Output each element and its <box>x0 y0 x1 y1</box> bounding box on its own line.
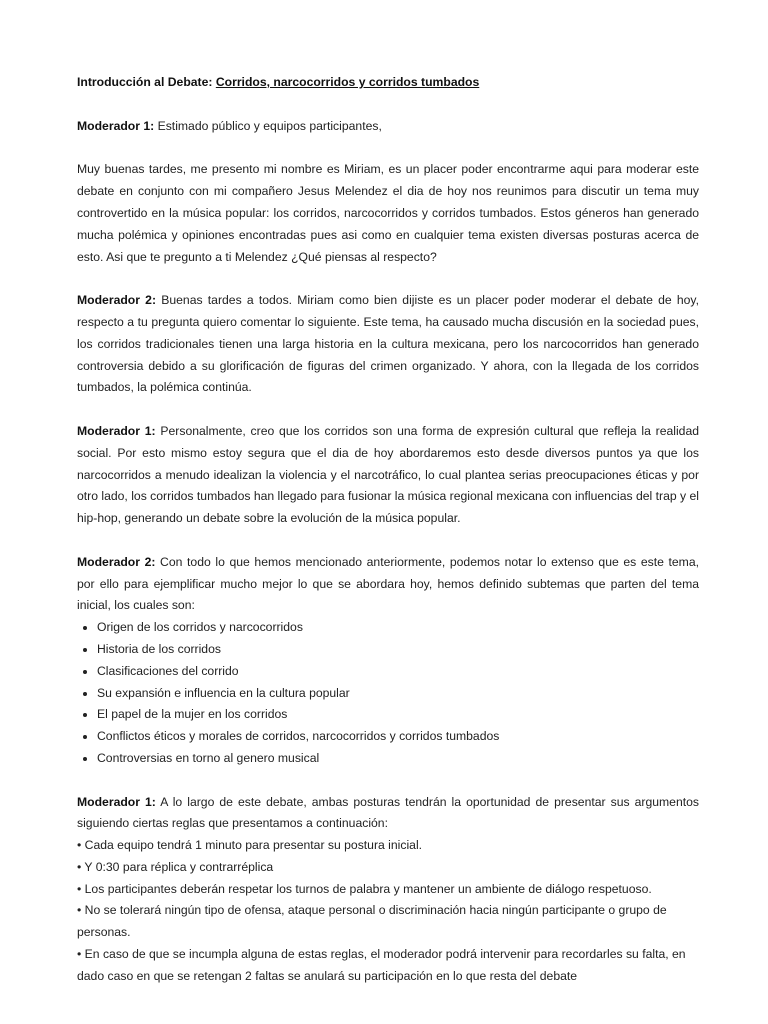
spacer <box>77 399 699 421</box>
list-item: • Historia de los corridos <box>97 639 699 661</box>
title-topic: Corridos, narcocorridos y corridos tumbados <box>215 75 480 89</box>
speech-text: Estimado público y equipos participantes, <box>154 118 382 133</box>
spacer <box>77 138 699 160</box>
intro-paragraph: Muy buenas tardes, me presento mi nombre es Miriam, es un placer poder encontrarme aqui para moderar este debate en conjunto con mi compañero Jesus Melendez el dia de hoy nos reunimos para discutir un tema muy controvertido en la música popular: los corridos, narcocorridos y corridos tumbados. Estos géneros han generado mucha polémica y opiniones encontradas pues asi como en cualquier tema existen diversas posturas acerca de esto. Asi que te pregunto a ti Melendez ¿Qué piensas al respecto? <box>77 162 699 264</box>
rule-item: • Los participantes deberán respetar los turnos de palabra y mantener un ambiente de diálogo respetuoso. <box>77 881 652 896</box>
list-item: • Origen de los corridos y narcocorridos <box>97 617 699 639</box>
list-item: • Clasificaciones del corrido <box>97 661 699 683</box>
speech-text: Personalmente, creo que los corridos son una forma de expresión cultural que refleja la realidad social. Por esto mismo estoy segura que el dia de hoy abordaremos esto desde diversos puntos ya que los narcocorridos a menudo idealizan la violencia y el narcotráfico, lo cual plantea serias preocupaciones éticas y por otro lado, los corridos tumbados han llegado para fusionar la música regional mexicana con influencias del trap y el hip-hop, generando un debate sobre la evolución de la música popular. <box>77 423 699 526</box>
moderator-1-rules-intro <box>77 792 699 836</box>
speech-text: Con todo lo que hemos mencionado anteriormente, podemos notar lo extenso que es este tema, por ello para ejemplificar mucho mejor lo que se abordara hoy, hemos definido subtemas que parten del tema inicial, los cuales son: <box>77 554 700 613</box>
rule-item: • No se tolerará ningún tipo de ofensa, ataque personal o discriminación hacia ningún participante o grupo de personas. <box>77 903 667 940</box>
document-page <box>77 72 699 988</box>
moderator-2-subtopics-intro <box>77 552 699 617</box>
title-lead: Introducción al Debate: <box>77 75 216 89</box>
subtopics-list <box>77 617 699 770</box>
rules-list <box>77 835 699 988</box>
spacer <box>77 530 699 552</box>
list-item: • Su expansión e influencia en la cultura popular <box>97 683 699 705</box>
list-item: • El papel de la mujer en los corridos <box>97 704 699 726</box>
rule-item: • En caso de que se incumpla alguna de estas reglas, el moderador podrá intervenir para recordarles su falta, en dado caso en que se retengan 2 faltas se anulará su participación en lo que resta del debate <box>77 947 686 983</box>
spacer <box>77 268 699 290</box>
speech-text: A lo largo de este debate, ambas posturas tendrán la oportunidad de presentar sus argumentos siguiendo ciertas reglas que presentamos a continuación: <box>77 794 699 831</box>
speech-text: Buenas tardes a todos. Miriam como bien dijiste es un placer poder moderar el debate de hoy, respecto a tu pregunta quiero comentar lo siguiente. Este tema, ha causado mucha discusión en la sociedad pues, los corridos tradicionales tienen una larga historia en la cultura mexicana, pero los narcocorridos han generado controversia debido a su glorificación de figuras del crimen organizado. Y ahora, con la llegada de los corridos tumbados, la polémica continúa. <box>77 293 699 395</box>
rule-item: • Y 0:30 para réplica y contrarréplica <box>77 859 274 874</box>
list-item: • Conflictos éticos y morales de corridos, narcocorridos y corridos tumbados <box>97 726 699 748</box>
list-item: • Controversias en torno al genero musical <box>97 748 699 770</box>
document-title <box>77 72 699 94</box>
speaker-label: Moderador 1: <box>77 423 156 438</box>
spacer <box>77 770 699 792</box>
speaker-label: Moderador 1: <box>77 794 156 809</box>
greeting-paragraph <box>77 116 699 138</box>
spacer <box>77 94 699 116</box>
rule-item: • Cada equipo tendrá 1 minuto para presentar su postura inicial. <box>77 838 423 853</box>
moderator-2-paragraph <box>77 290 699 399</box>
speaker-label: Moderador 2: <box>77 554 156 569</box>
speaker-label: Moderador 1: <box>77 118 155 133</box>
moderator-1-paragraph <box>77 421 699 530</box>
speaker-label: Moderador 2: <box>77 293 157 308</box>
